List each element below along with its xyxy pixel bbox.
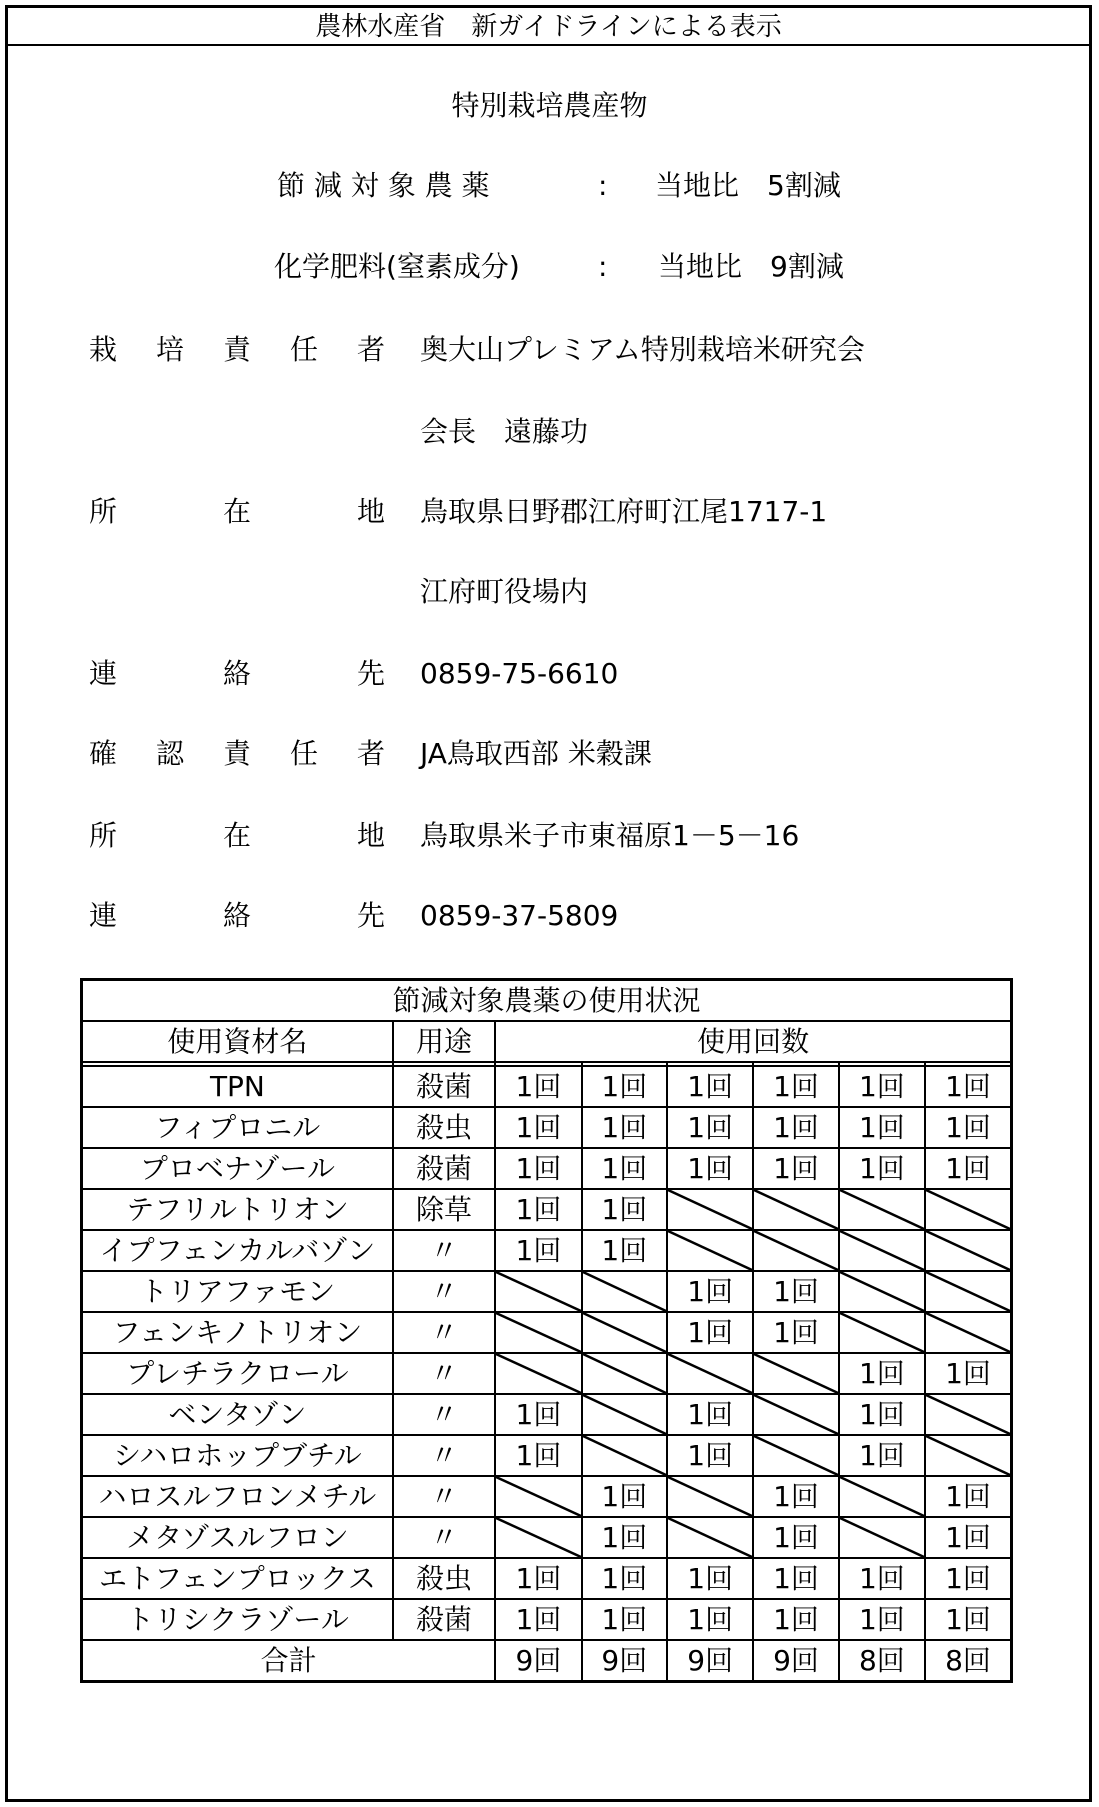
count-cell: 1回 xyxy=(667,1558,753,1599)
total-count-cell: 9回 xyxy=(495,1640,581,1682)
not-used-cell xyxy=(839,1476,925,1517)
pesticide-use: 〃 xyxy=(393,1435,495,1476)
pesticide-use: 除草 xyxy=(393,1189,495,1230)
count-cell: 1回 xyxy=(753,1558,838,1599)
header-title: 農林水産省 新ガイドラインによる表示 xyxy=(8,8,1089,46)
count-cell: 1回 xyxy=(667,1066,753,1107)
count-cell: 1回 xyxy=(839,1066,925,1107)
pesticide-use: 〃 xyxy=(393,1312,495,1353)
total-count-cell: 9回 xyxy=(582,1640,667,1682)
total-label: 合計 xyxy=(82,1640,496,1682)
not-used-cell xyxy=(839,1517,925,1558)
confirmer-name: JA鳥取西部 米穀課 xyxy=(420,737,652,770)
table-header-row xyxy=(82,1021,1012,1062)
count-cell: 1回 xyxy=(667,1271,753,1312)
table-row xyxy=(82,1517,1012,1558)
pesticide-name: イプフェンカルバゾン xyxy=(82,1230,393,1271)
not-used-cell xyxy=(667,1189,753,1230)
header-count: 使用回数 xyxy=(495,1021,1011,1062)
table-title-row xyxy=(82,980,1012,1022)
total-row xyxy=(82,1640,1012,1682)
not-used-cell xyxy=(495,1353,581,1394)
pesticide-use: 〃 xyxy=(393,1271,495,1312)
count-cell: 1回 xyxy=(495,1435,581,1476)
table-row xyxy=(82,1435,1012,1476)
not-used-cell xyxy=(925,1435,1011,1476)
table-row xyxy=(82,1189,1012,1230)
pesticide-name: ベンタゾン xyxy=(82,1394,393,1435)
confirmer-phone: 0859-37-5809 xyxy=(420,899,619,932)
count-cell: 1回 xyxy=(495,1230,581,1271)
pesticide-name: フィプロニル xyxy=(82,1107,393,1148)
not-used-cell xyxy=(582,1435,667,1476)
count-cell: 1回 xyxy=(839,1148,925,1189)
count-cell: 1回 xyxy=(495,1394,581,1435)
count-cell: 1回 xyxy=(753,1599,838,1640)
reduction-label-fertilizer: 化学肥料(窒素成分) xyxy=(274,250,520,283)
pesticide-name: メタゾスルフロン xyxy=(82,1517,393,1558)
pesticide-name: プロベナゾール xyxy=(82,1148,393,1189)
not-used-cell xyxy=(582,1312,667,1353)
not-used-cell xyxy=(667,1476,753,1517)
cultivator-address2: 江府町役場内 xyxy=(420,575,589,608)
not-used-cell xyxy=(667,1353,753,1394)
count-cell: 1回 xyxy=(495,1107,581,1148)
not-used-cell xyxy=(839,1230,925,1271)
count-cell: 1回 xyxy=(753,1107,838,1148)
pesticide-use: 〃 xyxy=(393,1394,495,1435)
count-cell: 1回 xyxy=(839,1599,925,1640)
pesticide-use: 〃 xyxy=(393,1230,495,1271)
not-used-cell xyxy=(839,1271,925,1312)
count-cell: 1回 xyxy=(582,1517,667,1558)
count-cell: 1回 xyxy=(753,1517,838,1558)
cultivator-address: 鳥取県日野郡江府町江尾1717-1 xyxy=(420,495,828,528)
pesticide-name: エトフェンプロックス xyxy=(82,1558,393,1599)
count-cell: 1回 xyxy=(582,1066,667,1107)
table-row xyxy=(82,1066,1012,1107)
header-name: 使用資材名 xyxy=(82,1021,393,1062)
table-row xyxy=(82,1230,1012,1271)
pesticide-name: ハロスルフロンメチル xyxy=(82,1476,393,1517)
total-count-cell: 9回 xyxy=(667,1640,753,1682)
count-cell: 1回 xyxy=(925,1599,1011,1640)
count-cell: 1回 xyxy=(925,1066,1011,1107)
count-cell: 1回 xyxy=(582,1148,667,1189)
count-cell: 1回 xyxy=(925,1148,1011,1189)
confirmer-address: 鳥取県米子市東福原1－5－16 xyxy=(420,819,800,852)
reduction-colon-pesticide: : xyxy=(598,169,608,202)
not-used-cell xyxy=(495,1517,581,1558)
count-cell: 1回 xyxy=(925,1353,1011,1394)
header-use: 用途 xyxy=(393,1021,495,1062)
total-count-cell: 8回 xyxy=(839,1640,925,1682)
cultivator-phone: 0859-75-6610 xyxy=(420,657,619,690)
count-cell: 1回 xyxy=(925,1558,1011,1599)
not-used-cell xyxy=(925,1189,1011,1230)
reduction-value-fertilizer: 当地比 9割減 xyxy=(658,250,844,283)
count-cell: 1回 xyxy=(582,1107,667,1148)
not-used-cell xyxy=(839,1189,925,1230)
count-cell: 1回 xyxy=(667,1599,753,1640)
count-cell: 1回 xyxy=(925,1476,1011,1517)
pesticide-name: トリシクラゾール xyxy=(82,1599,393,1640)
not-used-cell xyxy=(925,1230,1011,1271)
not-used-cell xyxy=(667,1517,753,1558)
count-cell: 1回 xyxy=(495,1148,581,1189)
count-cell: 1回 xyxy=(495,1558,581,1599)
pesticide-name: TPN xyxy=(82,1066,393,1107)
count-cell: 1回 xyxy=(753,1476,838,1517)
not-used-cell xyxy=(582,1271,667,1312)
count-cell: 1回 xyxy=(667,1312,753,1353)
count-cell: 1回 xyxy=(925,1107,1011,1148)
count-cell: 1回 xyxy=(753,1271,838,1312)
reduction-value-pesticide: 当地比 5割減 xyxy=(655,169,841,202)
not-used-cell xyxy=(582,1394,667,1435)
count-cell: 1回 xyxy=(667,1435,753,1476)
pesticide-use: 〃 xyxy=(393,1353,495,1394)
not-used-cell xyxy=(753,1189,838,1230)
not-used-cell xyxy=(667,1230,753,1271)
pesticide-name: トリアファモン xyxy=(82,1271,393,1312)
count-cell: 1回 xyxy=(839,1435,925,1476)
total-count-cell: 8回 xyxy=(925,1640,1011,1682)
count-cell: 1回 xyxy=(495,1066,581,1107)
pesticide-use: 殺菌 xyxy=(393,1066,495,1107)
count-cell: 1回 xyxy=(582,1230,667,1271)
pesticide-use: 殺虫 xyxy=(393,1107,495,1148)
reduction-label-pesticide: 節 減 対 象 農 薬 xyxy=(277,169,490,202)
not-used-cell xyxy=(753,1435,838,1476)
count-cell: 1回 xyxy=(582,1189,667,1230)
pesticide-use: 殺虫 xyxy=(393,1558,495,1599)
not-used-cell xyxy=(495,1271,581,1312)
count-cell: 1回 xyxy=(839,1353,925,1394)
not-used-cell xyxy=(753,1353,838,1394)
table-title: 節減対象農薬の使用状況 xyxy=(82,980,1012,1022)
table-row xyxy=(82,1271,1012,1312)
pesticide-use: 〃 xyxy=(393,1517,495,1558)
pesticide-name: シハロホップブチル xyxy=(82,1435,393,1476)
pesticide-use: 殺菌 xyxy=(393,1148,495,1189)
count-cell: 1回 xyxy=(839,1394,925,1435)
count-cell: 1回 xyxy=(495,1599,581,1640)
cultivator-representative: 会長 遠藤功 xyxy=(420,415,589,448)
count-cell: 1回 xyxy=(582,1558,667,1599)
count-cell: 1回 xyxy=(839,1107,925,1148)
not-used-cell xyxy=(839,1312,925,1353)
not-used-cell xyxy=(925,1271,1011,1312)
count-cell: 1回 xyxy=(753,1066,838,1107)
table-row xyxy=(82,1599,1012,1640)
count-cell: 1回 xyxy=(495,1189,581,1230)
not-used-cell xyxy=(925,1312,1011,1353)
not-used-cell xyxy=(582,1353,667,1394)
count-cell: 1回 xyxy=(582,1476,667,1517)
count-cell: 1回 xyxy=(753,1312,838,1353)
count-cell: 1回 xyxy=(667,1148,753,1189)
not-used-cell xyxy=(495,1476,581,1517)
pesticide-use: 殺菌 xyxy=(393,1599,495,1640)
not-used-cell xyxy=(753,1394,838,1435)
pesticide-name: プレチラクロール xyxy=(82,1353,393,1394)
not-used-cell xyxy=(495,1312,581,1353)
count-cell: 1回 xyxy=(667,1107,753,1148)
pesticide-name: テフリルトリオン xyxy=(82,1189,393,1230)
count-cell: 1回 xyxy=(582,1599,667,1640)
reduction-colon-fertilizer: : xyxy=(598,250,608,283)
not-used-cell xyxy=(753,1230,838,1271)
count-cell: 1回 xyxy=(925,1517,1011,1558)
heading: 特別栽培農産物 xyxy=(451,89,648,122)
cultivator-name: 奥大山プレミアム特別栽培米研究会 xyxy=(420,333,865,366)
count-cell: 1回 xyxy=(753,1148,838,1189)
count-cell: 1回 xyxy=(667,1394,753,1435)
pesticide-usage-table xyxy=(80,978,1013,1683)
table-row xyxy=(82,1476,1012,1517)
table-row xyxy=(82,1353,1012,1394)
table-row xyxy=(82,1107,1012,1148)
table-row xyxy=(82,1148,1012,1189)
table-row xyxy=(82,1394,1012,1435)
table-row xyxy=(82,1558,1012,1599)
pesticide-use: 〃 xyxy=(393,1476,495,1517)
not-used-cell xyxy=(925,1394,1011,1435)
total-count-cell: 9回 xyxy=(753,1640,838,1682)
count-cell: 1回 xyxy=(839,1558,925,1599)
pesticide-name: フェンキノトリオン xyxy=(82,1312,393,1353)
table-row xyxy=(82,1312,1012,1353)
